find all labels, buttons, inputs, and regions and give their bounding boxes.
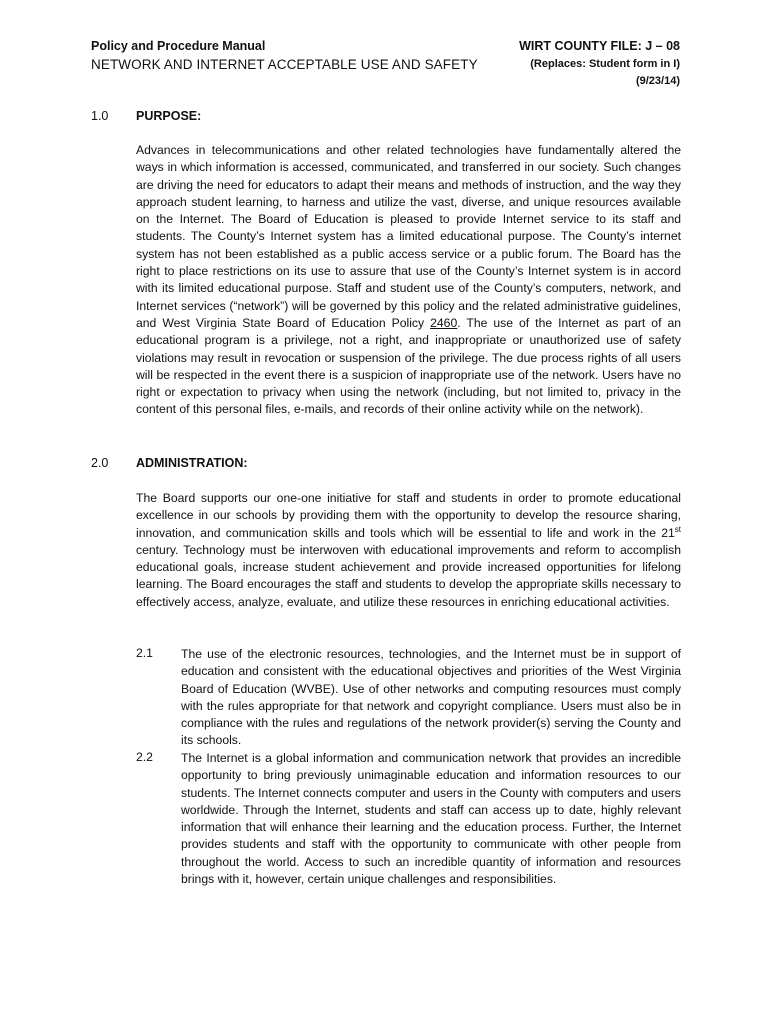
purpose-text-start: Advances in telecommunications and other related technologies have fundamentally altered the ways in which information is accessed, communicated, and transferred in our society. Such changes are driving the need for educators to adapt their means and methods of instruction, and the way they approach student learning, to harness and utilize the vast, diverse, and unique resources available on the Internet. The Board of Education is pleased to provide Internet service to its staff and students. The County’s Internet system has a limited educational purpose. The County’s internet system has not been established as a public access service or a public forum. The Board has the right to place restrictions on its use to assure that use of the County’s Internet system is in accord with its limited educational purpose. Staff and student use of the County’s computers, network, and Internet services (“network”) will be governed by this policy and the related administrative guidelines, and West Virginia State Board of Education Policy: [136, 143, 681, 330]
subsection-number: 2.1: [136, 646, 153, 660]
subsection-number: 2.2: [136, 750, 153, 764]
subsection-text: The use of the electronic resources, technologies, and the Internet must be in support of education and consistent with the educational objectives and priorities of the West Virginia Board of Education (WVBE). Use of other networks and computing resources must comply with the rules appropriate for that network and copyright compliance. Users must also be in compliance with the rules and regulations of the network provider(s) serving the County and its schools.: [181, 647, 681, 748]
section-title: ADMINISTRATION:: [136, 456, 248, 470]
replaces-note: (Replaces: Student form in I): [530, 58, 680, 70]
purpose-paragraph: [136, 142, 681, 419]
header-right: [519, 38, 680, 88]
section-number: 1.0: [91, 109, 109, 123]
header-left: [91, 38, 478, 75]
policy-2460-link[interactable]: 2460: [430, 315, 458, 330]
purpose-text-end: . The use of the Internet as part of an educational program is a privilege, not a right, and inappropriate or unauthorized use of safety violations may result in revocation or suspension of the privilege. The due process rights of all users will be respected in the event there is a suspicion of inappropriate use of the network. Users have no right or expectation to privacy when using the network (including, but not limited to, privacy in the content of this personal files, e-mails, and records of their online activity while on the network).: [136, 315, 682, 417]
policy-title: NETWORK AND INTERNET ACCEPTABLE USE AND SAFETY: [91, 57, 478, 72]
section-title: PURPOSE:: [136, 109, 202, 123]
administration-text-end: century. Technology must be interwoven with educational improvements and reform to accomplish educational goals, increase student achievement and provide increased opportunities for lifelong learning. The Board encourages the staff and students to develop the appropriate skills necessary to effectively access, analyze, evaluate, and utilize these resources in enriching educational activities.: [136, 542, 681, 609]
ordinal-suffix: st: [674, 524, 681, 534]
section-number: 2.0: [91, 456, 109, 470]
administration-paragraph: [136, 490, 681, 611]
revision-date: (9/23/14): [635, 75, 680, 87]
subsection-text: The Internet is a global information and communication network that provides an incredible opportunity to bring previously unimaginable education and information resources to our students. The Internet connects computer and users in the County with computers and users worldwide. Through the Internet, students and staff can access up to date, highly relevant information that will enhance their learning and the education process. Further, the Internet provides students and staff with the opportunity to communicate with other people from throughout the world. Access to such an incredible quantity of information and resources brings with it, however, certain unique challenges and responsibilities.: [181, 751, 681, 887]
manual-name: Policy and Procedure Manual: [91, 39, 266, 53]
file-code: WIRT COUNTY FILE: J – 08: [519, 39, 680, 53]
administration-text-start: The Board supports our one-one initiative for staff and students in order to promote educational excellence in our schools by providing them with the opportunity to develop the resource sharing, innovation, and communication skills and tools which will be essential to life and work in the 21: [136, 491, 681, 540]
